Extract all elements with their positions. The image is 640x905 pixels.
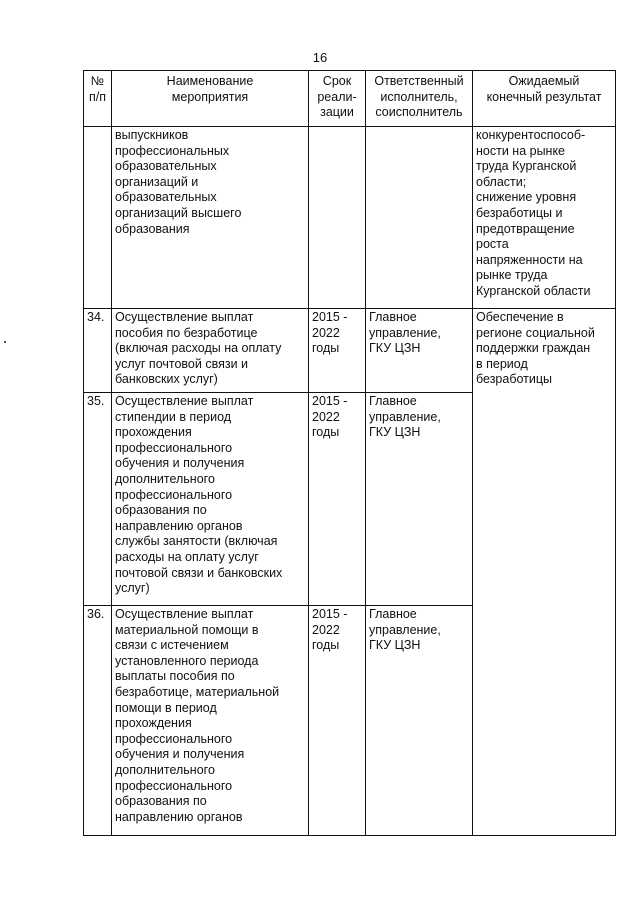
- scan-speck: [4, 341, 6, 343]
- cell-num: 34.: [84, 309, 112, 393]
- table-row-continuation: [84, 127, 616, 309]
- cell-name: Осуществление выплат стипендии в период прохождения профессионального обучения и получения дополнительного профессионального образования по направлению органов службы занятости (включая расходы на оплату услуг почтовой связи и банковских услуг): [112, 393, 309, 606]
- cell-responsible: Главное управление, ГКУ ЦЗН: [366, 393, 473, 606]
- cell-term: [309, 127, 366, 309]
- cell-responsible: Главное управление, ГКУ ЦЗН: [366, 309, 473, 393]
- header-responsible: Ответственный исполнитель, соисполнитель: [366, 71, 473, 127]
- header-num: № п/п: [84, 71, 112, 127]
- cell-name: Осуществление выплат пособия по безработице (включая расходы на оплату услуг почтовой связи и банковских услуг): [112, 309, 309, 393]
- cell-responsible: Главное управление, ГКУ ЦЗН: [366, 606, 473, 836]
- cell-result: Обеспечение в регионе социальной поддержки граждан в период безработицы: [473, 309, 616, 836]
- cell-name: Осуществление выплат материальной помощи в связи с истечением установленного периода выплаты пособия по безработице, материальной помощи в период прохождения профессионального обучения и получения дополнительного профессионального образования по направлению органов: [112, 606, 309, 836]
- table-row: [84, 309, 616, 393]
- cell-num: [84, 127, 112, 309]
- cell-term: 2015 - 2022 годы: [309, 393, 366, 606]
- cell-term: 2015 - 2022 годы: [309, 606, 366, 836]
- header-result: Ожидаемый конечный результат: [473, 71, 616, 127]
- header-term: Срок реали- зации: [309, 71, 366, 127]
- cell-num: 35.: [84, 393, 112, 606]
- cell-name: выпускников профессиональных образовательных организаций и образовательных организаций высшего образования: [112, 127, 309, 309]
- page-number: 16: [312, 50, 328, 65]
- cell-term: 2015 - 2022 годы: [309, 309, 366, 393]
- cell-result: конкурентоспособ- ности на рынке труда Курганской области; снижение уровня безработицы и предотвращение роста напряженности на рынке труда Курганской области: [473, 127, 616, 309]
- measures-table: [83, 70, 616, 836]
- cell-responsible: [366, 127, 473, 309]
- table-header-row: [84, 71, 616, 127]
- cell-num: 36.: [84, 606, 112, 836]
- header-name: Наименование мероприятия: [112, 71, 309, 127]
